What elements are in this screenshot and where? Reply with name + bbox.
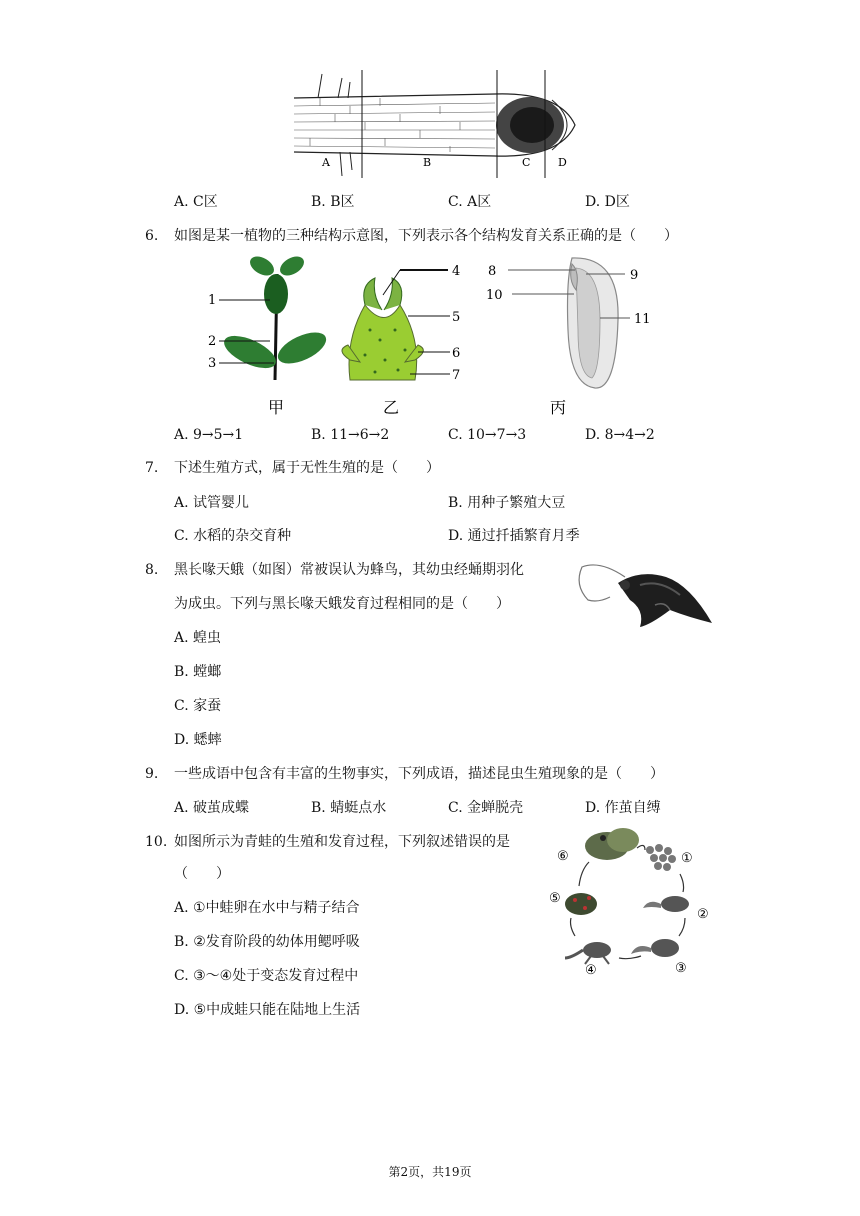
frog-lifecycle-figure	[545, 818, 725, 980]
zone-label: C	[522, 156, 531, 169]
q10-option-c[interactable]: C. ③～④处于变态发育过程中	[174, 968, 359, 984]
question-number: 8.	[145, 562, 159, 578]
part-label: 8	[488, 264, 497, 279]
stage-label: ②	[697, 907, 709, 922]
q8-option-b[interactable]: B. 螳螂	[174, 664, 222, 680]
q6-option-d[interactable]: D. 8→4→2	[585, 427, 655, 443]
part-label: 3	[208, 356, 217, 371]
q5-option-c[interactable]: C. A区	[448, 194, 492, 210]
stage-label: ⑥	[557, 849, 569, 864]
q6-option-a[interactable]: A. 9→5→1	[174, 427, 244, 443]
q9-option-a[interactable]: A. 破茧成蝶	[174, 800, 250, 816]
page-footer: 第2页，共19页	[388, 1165, 472, 1179]
q6-option-b[interactable]: B. 11→6→2	[311, 427, 390, 443]
question-number: 9.	[145, 766, 159, 782]
part-label: 10	[486, 288, 503, 303]
figure-caption: 甲	[268, 398, 285, 417]
q7-option-b[interactable]: B. 用种子繁殖大豆	[448, 495, 566, 511]
question-stem: 如图是某一植物的三种结构示意图，下列表示各个结构发育关系正确的是（ ）	[174, 228, 678, 244]
q10-option-d[interactable]: D. ⑤中成蛙只能在陆地上生活	[174, 1002, 361, 1018]
q8-option-d[interactable]: D. 蟋蟀	[174, 732, 222, 748]
q5-option-b[interactable]: B. B区	[311, 194, 355, 210]
root-tip-figure	[290, 70, 590, 180]
q7-option-c[interactable]: C. 水稻的杂交育种	[174, 528, 292, 544]
zone-label: B	[423, 156, 432, 169]
stage-label: ④	[585, 963, 597, 978]
question-stem: 一些成语中包含有丰富的生物事实，下列成语，描述昆虫生殖现象的是（ ）	[174, 766, 664, 782]
q10-option-b[interactable]: B. ②发育阶段的幼体用鳃呼吸	[174, 934, 360, 950]
q9-option-c[interactable]: C. 金蝉脱壳	[448, 800, 524, 816]
part-label: 4	[452, 264, 461, 279]
q8-option-c[interactable]: C. 家蚕	[174, 698, 222, 714]
part-label: 7	[452, 368, 461, 383]
stage-label: ⑤	[549, 891, 561, 906]
part-label: 9	[630, 268, 639, 283]
question-stem-line1: 黑长喙天蛾（如图）常被误认为蜂鸟，其幼虫经蛹期羽化	[174, 562, 524, 578]
zone-label: D	[558, 156, 567, 169]
stage-label: ①	[681, 851, 693, 866]
q10-option-a[interactable]: A. ①中蛙卵在水中与精子结合	[174, 900, 360, 916]
question-number: 7.	[145, 460, 159, 476]
seed-drawing	[486, 258, 651, 388]
part-label: 2	[208, 334, 217, 349]
q9-option-d[interactable]: D. 作茧自缚	[585, 800, 661, 816]
q8-option-a[interactable]: A. 蝗虫	[174, 630, 222, 646]
plant-structures-figure	[200, 250, 670, 422]
question-number: 6.	[145, 228, 159, 244]
part-label: 1	[208, 293, 217, 308]
part-label: 6	[452, 346, 461, 361]
question-number: 10.	[145, 834, 168, 850]
q6-option-c[interactable]: C. 10→7→3	[448, 427, 527, 443]
question-stem-line1: 如图所示为青蛙的生殖和发育过程，下列叙述错误的是	[174, 834, 510, 850]
part-label: 5	[452, 310, 461, 325]
question-stem-line2: （ ）	[174, 866, 230, 882]
q9-option-b[interactable]: B. 蜻蜓点水	[311, 800, 387, 816]
q5-option-d[interactable]: D. D区	[585, 194, 630, 210]
figure-caption: 乙	[383, 398, 400, 417]
figure-caption: 丙	[550, 398, 567, 417]
q7-option-d[interactable]: D. 通过扦插繁育月季	[448, 528, 580, 544]
q5-option-a[interactable]: A. C区	[174, 194, 218, 210]
stage-label: ③	[675, 961, 687, 976]
question-stem-line2: 为成虫。下列与黑长喙天蛾发育过程相同的是（ ）	[174, 596, 510, 612]
q7-option-a[interactable]: A. 试管婴儿	[174, 495, 250, 511]
shoot-drawing	[208, 253, 331, 380]
question-stem: 下述生殖方式，属于无性生殖的是（ ）	[174, 460, 440, 476]
hawk-moth-image	[570, 555, 720, 635]
part-label: 11	[634, 312, 651, 327]
zone-label: A	[322, 156, 330, 169]
bud-drawing	[342, 264, 460, 383]
